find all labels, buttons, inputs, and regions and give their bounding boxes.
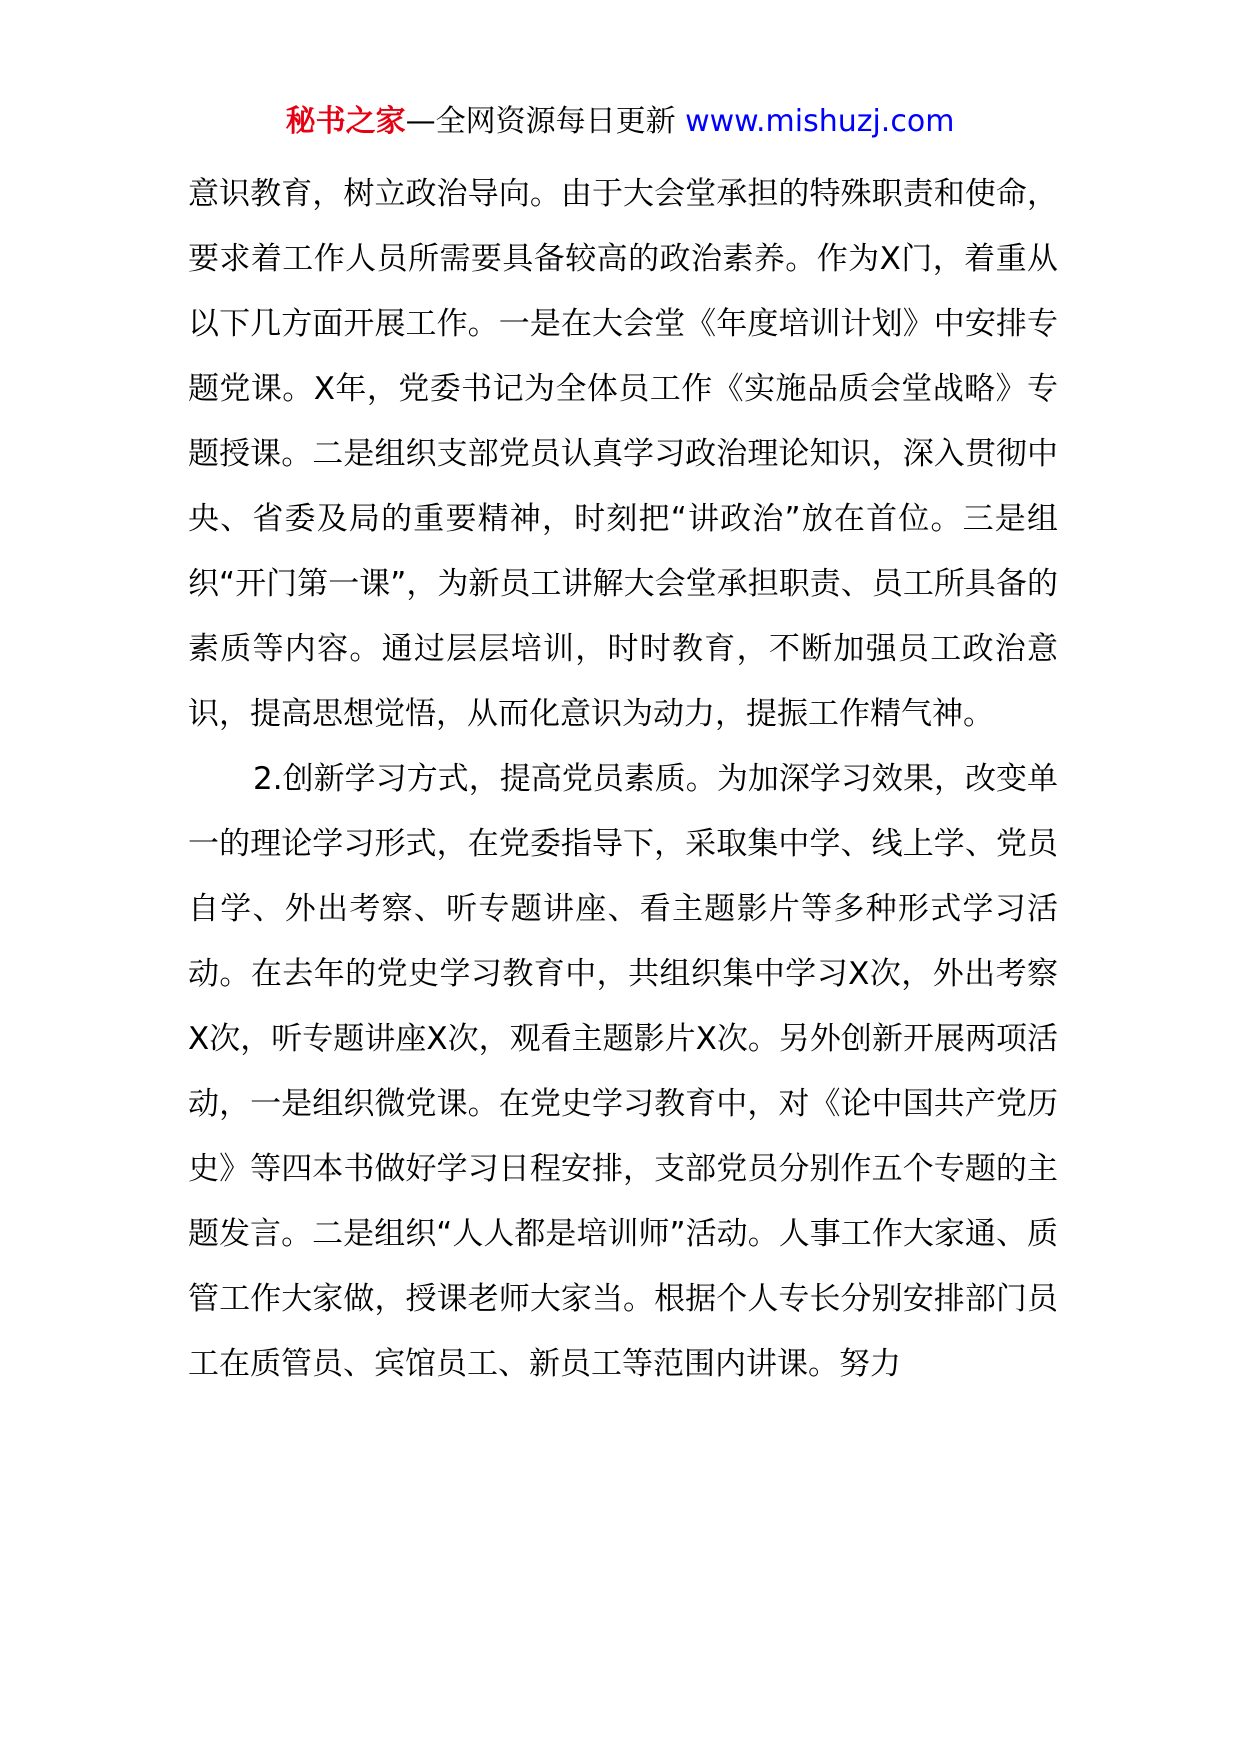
paragraph-continued: 意识教育，树立政治导向。由于大会堂承担的特殊职责和使命，要求着工作人员所需要具备较高的政治素养。作为X门，着重从以下几方面开展工作。一是在大会堂《年度培训计划》中安排专题党课。X年，党委书记为全体员工作《实施品质会堂战略》专题授课。二是组织支部党员认真学习政治理论知识，深入贯彻中央、省委及局的重要精神，时刻把“讲政治”放在首位。三是组织“开门第一课”，为新员工讲解大会堂承担职责、员工所具备的素质等内容。通过层层培训，时时教育，不断加强员工政治意识，提高思想觉悟，从而化意识为动力，提振工作精气神。 (188, 176, 1058, 732)
header-slogan: —全网资源每日更新 (405, 104, 676, 139)
page-header (0, 100, 1240, 144)
site-url[interactable]: www.mishuzj.com (675, 104, 955, 139)
brand-name: 秘书之家 (285, 104, 406, 139)
document-body (188, 162, 1058, 1397)
paragraph-section-2: 2.创新学习方式，提高党员素质。为加深学习效果，改变单一的理论学习形式，在党委指导下，采取集中学、线上学、党员自学、外出考察、听专题讲座、看主题影片等多种形式学习活动。在去年的党史学习教育中，共组织集中学习X次，外出考察X次，听专题讲座X次，观看主题影片X次。另外创新开展两项活动，一是组织微党课。在党史学习教育中，对《论中国共产党历史》等四本书做好学习日程安排，支部党员分别作五个专题的主题发言。二是组织“人人都是培训师”活动。人事工作大家通、质管工作大家做，授课老师大家当。根据个人专长分别安排部门员工在质管员、宾馆员工、新员工等范围内讲课。努力 (188, 761, 1058, 1382)
